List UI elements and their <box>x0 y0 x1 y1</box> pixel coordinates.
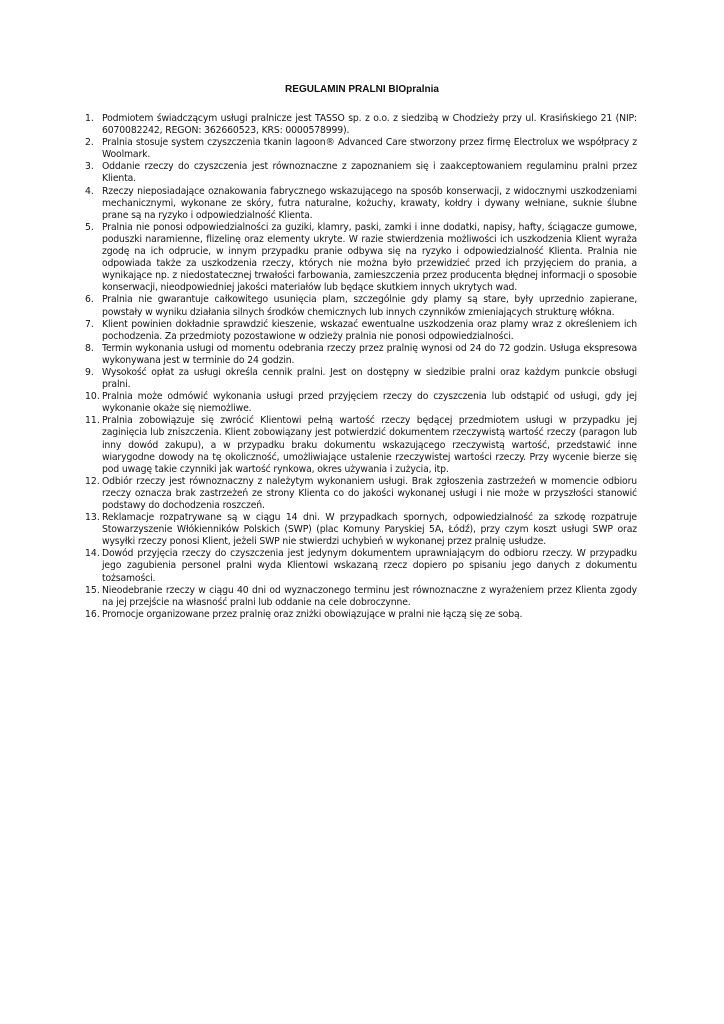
rule-number: 7. <box>85 318 94 330</box>
rule-text: Oddanie rzeczy do czyszczenia jest równoznaczne z zapoznaniem się i zaakceptowaniem regulaminu pralni przez Klienta. <box>102 161 637 185</box>
rule-text: Klient powinien dokładnie sprawdzić kieszenie, wskazać ewentualne uszkodzenia oraz plamy wraz z określeniem ich pochodzenia. Za przedmioty pozostawione w odzieży pralnia nie ponosi odpowiedzialności. <box>102 318 637 342</box>
rule-number: 9. <box>85 366 94 378</box>
list-item <box>85 415 637 475</box>
list-item <box>85 161 637 185</box>
rule-text: Odbiór rzeczy jest równoznaczny z należytym wykonaniem usługi. Brak zgłoszenia zastrzeżeń w momencie odbioru rzeczy oznacza brak zastrzeżeń ze strony Klienta co do jakości wykonanej usługi i nie może w przyszłości stanowić podstawy do dochodzenia roszczeń. <box>102 475 637 511</box>
rule-text: Pralnia stosuje system czyszczenia tkanin lagoon® Advanced Care stworzony przez firmę Electrolux we współpracy z Woolmark. <box>102 137 637 161</box>
rule-text: Pralnia może odmówić wykonania usługi przed przyjęciem rzeczy do czyszczenia lub odstąpić od usługi, gdy jej wykonanie okaże się niemożliwe. <box>102 391 637 415</box>
list-item <box>85 319 637 343</box>
rule-text: Termin wykonania usługi od momentu odebrania rzeczy przez pralnię wynosi od 24 do 72 godzin. Usługa ekspresowa wykonywana jest w terminie do 24 godzin. <box>102 342 637 366</box>
list-item <box>85 113 637 137</box>
rule-number: 15. <box>85 584 100 596</box>
rule-text: Promocje organizowane przez pralnię oraz zniżki obowiązujące w pralni nie łączą się ze sobą. <box>102 608 523 620</box>
list-item <box>85 391 637 415</box>
rule-number: 12. <box>85 475 100 487</box>
rule-number: 2. <box>85 137 94 149</box>
rule-text: Podmiotem świadczącym usługi pralnicze jest TASSO sp. z o.o. z siedzibą w Chodzieży przy ul. Krasińskiego 21 (NIP: 6070082242, REGON: 362660523, KRS: 0000578999). <box>102 113 637 137</box>
list-item <box>85 294 637 318</box>
rule-number: 6. <box>85 294 94 306</box>
list-item <box>85 512 637 548</box>
rule-text: Pralnia nie gwarantuje całkowitego usunięcia plam, szczególnie gdy plamy są stare, były uprzednio zapierane, powstały w wyniku działania silnych środków chemicznych lub innych czynników zmieniających strukturę włókna. <box>102 294 637 318</box>
rule-text: Pralnia zobowiązuje się zwrócić Klientowi pełną wartość rzeczy będącej przedmiotem usługi w przypadku jej zaginięcia lub zniszczenia. Klient zobowiązany jest potwierdzić dokumentem rzeczywistą wartość rzeczy (paragon lub inny dowód zakupu), a w przypadku braku dokumentu wskazującego rzeczywistą wartość, przedstawić inne wiarygodne dowody na tę okoliczność, umożliwiające ustalenie rzeczywistej wartości rzeczy. Przy wycenie bierze się pod uwagę takie czynniki jak wartość rynkowa, okres używania i zużycia, itp. <box>102 415 637 475</box>
rule-text: Reklamacje rozpatrywane są w ciągu 14 dni. W przypadkach spornych, odpowiedzialność za szkodę rozpatruje Stowarzyszenie Włókienników Polskich (SWP) (plac Komuny Paryskiej 5A, Łódź), przy czym koszt usługi SWP oraz wysyłki rzeczy ponosi Klient, jeżeli SWP nie stwierdzi uchybień w wykonanej przez pralnię usłudze. <box>102 512 637 548</box>
rule-number: 1. <box>85 113 94 124</box>
rule-number: 8. <box>85 342 94 354</box>
rule-text: Rzeczy nieposiadające oznakowania fabrycznego wskazującego na sposób konserwacji, z widocznymi uszkodzeniami mechanicznymi, wykonane ze skóry, futra naturalne, kożuchy, krawaty, kołdry i dywany wełniane, suknie ślubne prane są na ryzyko i odpowiedzialność Klienta. <box>102 185 637 221</box>
list-item <box>85 548 637 584</box>
rule-text: Wysokość opłat za usługi określa cennik pralni. Jest on dostępny w siedzibie pralni oraz każdym punkcie obsługi pralni. <box>102 366 637 391</box>
list-item <box>85 343 637 367</box>
rule-number: 4. <box>85 185 94 197</box>
rule-number: 3. <box>85 161 94 173</box>
list-item <box>85 585 637 609</box>
rules-list <box>85 113 637 621</box>
list-item <box>85 137 637 161</box>
rule-number: 10. <box>85 391 100 403</box>
rule-text: Pralnia nie ponosi odpowiedzialności za guziki, klamry, paski, zamki i inne dodatki, napisy, hafty, ściągacze gumowe, poduszki naramienne, flizelinę oraz elementy ukryte. W razie stwierdzenia możliwości ich uszkodzenia Klient wyraża zgodę na ich odprucie, w innym przypadku pranie odbywa się na ryzyko i odpowiedzialność Klienta. Pralnia nie odpowiada także za uszkodzenia rzeczy, których nie można było przewidzieć przed ich przyjęciem do prania, a wynikające np. z niedostatecznej trwałości farbowania, zamieszczenia przez producenta błędnej informacji o sposobie konserwacji, nieodpowiedniej jakości materiałów lub będące skutkiem innych ukrytych wad. <box>102 221 637 294</box>
list-item <box>85 222 637 295</box>
rule-text: Nieodebranie rzeczy w ciągu 40 dni od wyznaczonego terminu jest równoznaczne z wyrażeniem przez Klienta zgody na jej przejście na własność pralni lub oddanie na cele dobroczynne. <box>102 584 637 608</box>
list-item <box>85 476 637 512</box>
rule-number: 5. <box>85 221 94 233</box>
list-item <box>85 186 637 222</box>
rule-number: 14. <box>85 548 100 560</box>
document-title: REGULAMIN PRALNI BIOpralnia <box>285 84 439 95</box>
list-item <box>85 609 637 621</box>
rule-number: 11. <box>85 415 100 427</box>
rule-number: 16. <box>85 608 100 620</box>
list-item <box>85 367 637 391</box>
rule-number: 13. <box>85 512 100 524</box>
rule-text: Dowód przyjęcia rzeczy do czyszczenia jest jedynym dokumentem uprawniającym do odbioru rzeczy. W przypadku jego zagubienia personel pralni wyda Klientowi wskazaną rzecz dopiero po spisaniu jego danych z dokumentu tożsamości. <box>102 548 637 584</box>
